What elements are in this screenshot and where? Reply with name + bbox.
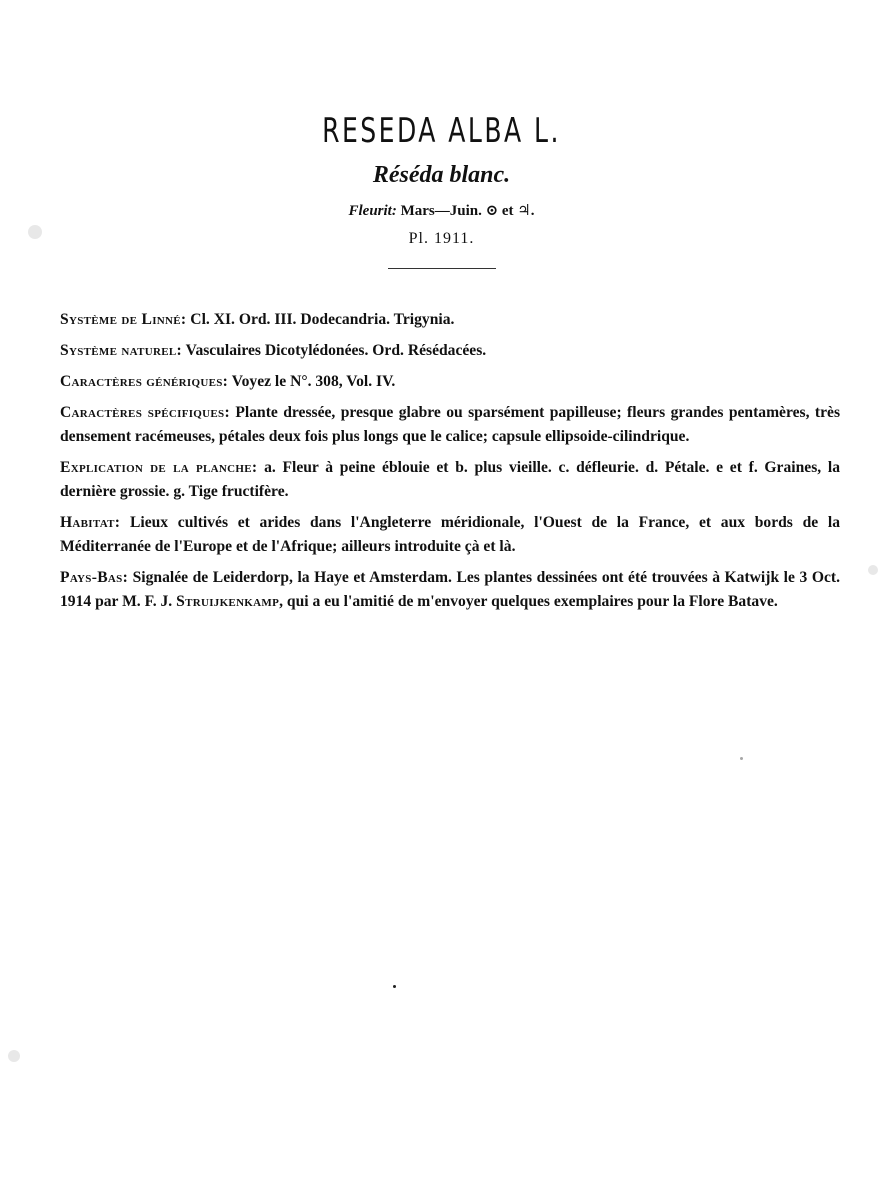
- section-text: Lieux cultivés et arides dans l'Angleterre méridionale, l'Ouest de la France, et aux bords de la Méditerranée de l'Europe et de l'Afrique; ailleurs introduite çà et là.: [60, 514, 840, 555]
- plate-number: Pl. 1911.: [408, 230, 475, 247]
- page-smudge: [8, 1050, 20, 1062]
- section-label: Habitat:: [60, 514, 121, 531]
- section-text: a. Fleur à peine éblouie et b. plus vieille. c. défleurie. d. Pétale. e et f. Graines, la dernière grossie. g. Tige fructifère.: [60, 459, 841, 500]
- flowering-line: [0, 200, 883, 222]
- section-label: Pays-Bas:: [60, 569, 129, 586]
- page-title: RESEDA ALBA L.: [322, 111, 561, 151]
- description-body: [60, 308, 840, 621]
- section-netherlands: [60, 566, 840, 614]
- section-generic-characters: [60, 370, 840, 394]
- section-label: Explication de la planche:: [60, 459, 258, 476]
- section-text: Signalée de Leiderdorp, la Haye et Amsterdam. Les plantes dessinées ont été trouvées à Katwijk le 3 Oct. 1914 par M. F. J.: [60, 569, 840, 610]
- page-speck: [740, 757, 743, 760]
- section-specific-characters: [60, 401, 840, 449]
- section-text: Voyez le N°. 308, Vol. IV.: [228, 373, 396, 390]
- page-smudge: [868, 565, 878, 575]
- divider: [388, 268, 496, 269]
- section-text: Plante dressée, presque glabre ou sparsément papilleuse; fleurs grandes pentamères, très densement racémeuses, pétales deux fois plus longs que le calice; capsule ellipsoide-cilindrique.: [60, 404, 841, 445]
- section-plate-explanation: [60, 456, 840, 504]
- section-linnaean-system: [60, 308, 840, 332]
- section-habitat: [60, 511, 840, 559]
- section-label: Système naturel:: [60, 342, 182, 359]
- header: [0, 108, 883, 269]
- section-text: Vasculaires Dicotylédonées. Ord. Résédacées.: [182, 342, 487, 359]
- section-label: Caractères génériques:: [60, 373, 229, 390]
- section-text: Cl. XI. Ord. III. Dodecandria. Trigynia.: [186, 311, 455, 328]
- section-natural-system: [60, 339, 840, 363]
- page-speck: [393, 985, 396, 988]
- page-subtitle: Réséda blanc.: [372, 162, 511, 188]
- collector-name: Struijkenkamp: [176, 593, 280, 610]
- section-text: , qui a eu l'amitié de m'envoyer quelques exemplaires pour la Flore Batave.: [279, 593, 778, 610]
- section-label: Caractères spécifiques:: [60, 404, 230, 421]
- flowering-label: Fleurit:: [348, 203, 397, 219]
- flowering-text: Mars—Juin. ⊙ et ♃.: [396, 203, 535, 219]
- section-label: Système de Linné:: [60, 311, 187, 328]
